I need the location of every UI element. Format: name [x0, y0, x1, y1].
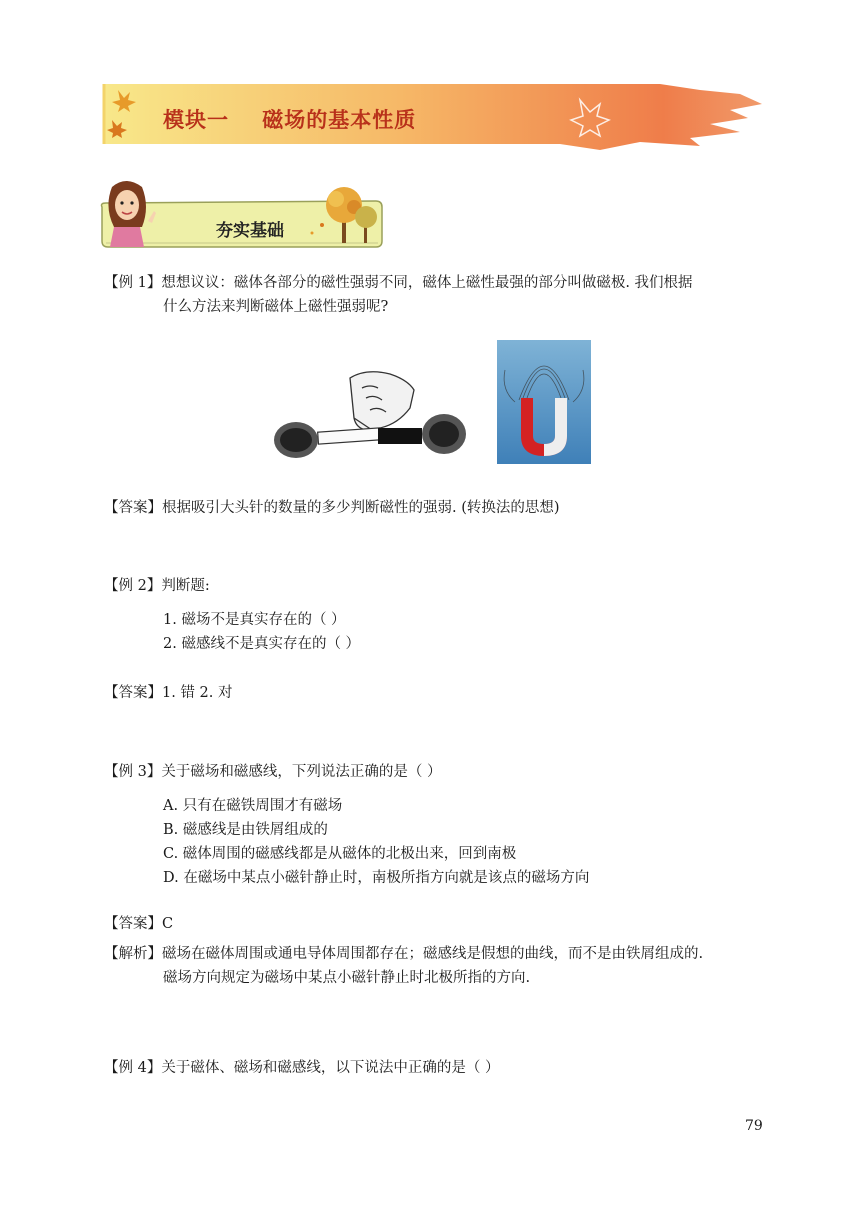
answer-text: 1. 错 2. 对	[162, 685, 233, 701]
module-title: 模块一 磁场的基本性质	[163, 108, 417, 132]
iron-filings-right	[422, 414, 466, 454]
example-3-tag: 【例 3】	[104, 764, 162, 780]
magnet-pins-figure	[270, 368, 476, 464]
example-2-item-2: 2. 磁感线不是真实存在的（ ）	[163, 636, 361, 652]
example-3-line	[104, 762, 441, 782]
example-3-stem: 关于磁场和磁感线，下列说法正确的是（ ）	[161, 764, 442, 780]
iron-filings-left	[274, 422, 318, 458]
option-d: D. 在磁场中某点小磁针静止时，南极所指方向就是该点的磁场方向	[163, 870, 590, 886]
example-3-analysis	[104, 944, 703, 964]
answer-tag: 【答案】	[104, 916, 162, 932]
analysis-tag: 【解析】	[104, 946, 162, 962]
answer-text: 根据吸引大头针的数量的多少判断磁性的强弱. (转换法的思想)	[162, 500, 560, 516]
answer-tag: 【答案】	[104, 685, 162, 701]
analysis-text-1: 磁场在磁体周围或通电导体周围都存在；磁感线是假想的曲线，而不是由铁屑组成的.	[162, 946, 704, 962]
example-2-answer	[104, 683, 233, 703]
page-number: 79	[745, 1118, 763, 1134]
example-4-stem: 关于磁体、磁场和磁感线，以下说法中正确的是（ ）	[161, 1060, 500, 1076]
example-2-line	[104, 576, 210, 596]
example-2-item-1: 1. 磁场不是真实存在的（ ）	[163, 612, 346, 628]
option-a: A. 只有在磁铁周围才有磁场	[163, 798, 343, 814]
example-1-answer	[104, 498, 560, 518]
example-3-answer	[104, 914, 173, 934]
u-magnet-figure	[497, 340, 591, 464]
example-1-stem-1: 想想议议：磁体各部分的磁性强弱不同，磁体上磁性最强的部分叫做磁极. 我们根据	[161, 275, 693, 291]
hand-icon	[350, 372, 414, 434]
example-1-stem-2: 什么方法来判断磁体上磁性强弱呢?	[163, 299, 389, 315]
example-4-tag: 【例 4】	[104, 1060, 162, 1076]
example-4-line	[104, 1058, 499, 1078]
example-2-tag: 【例 2】	[104, 578, 162, 594]
answer-text: C	[162, 916, 174, 932]
option-c: C. 磁体周围的磁感线都是从磁体的北极出来，回到南极	[163, 846, 517, 862]
example-2-stem: 判断题:	[161, 578, 210, 594]
analysis-text-2: 磁场方向规定为磁场中某点小磁针静止时北极所指的方向.	[163, 970, 531, 986]
option-b: B. 磁感线是由铁屑组成的	[163, 822, 328, 838]
example-1-tag: 【例 1】	[104, 275, 162, 291]
example-1-line-1	[104, 273, 693, 293]
section-title: 夯实基础	[216, 221, 284, 241]
answer-tag: 【答案】	[104, 500, 162, 516]
